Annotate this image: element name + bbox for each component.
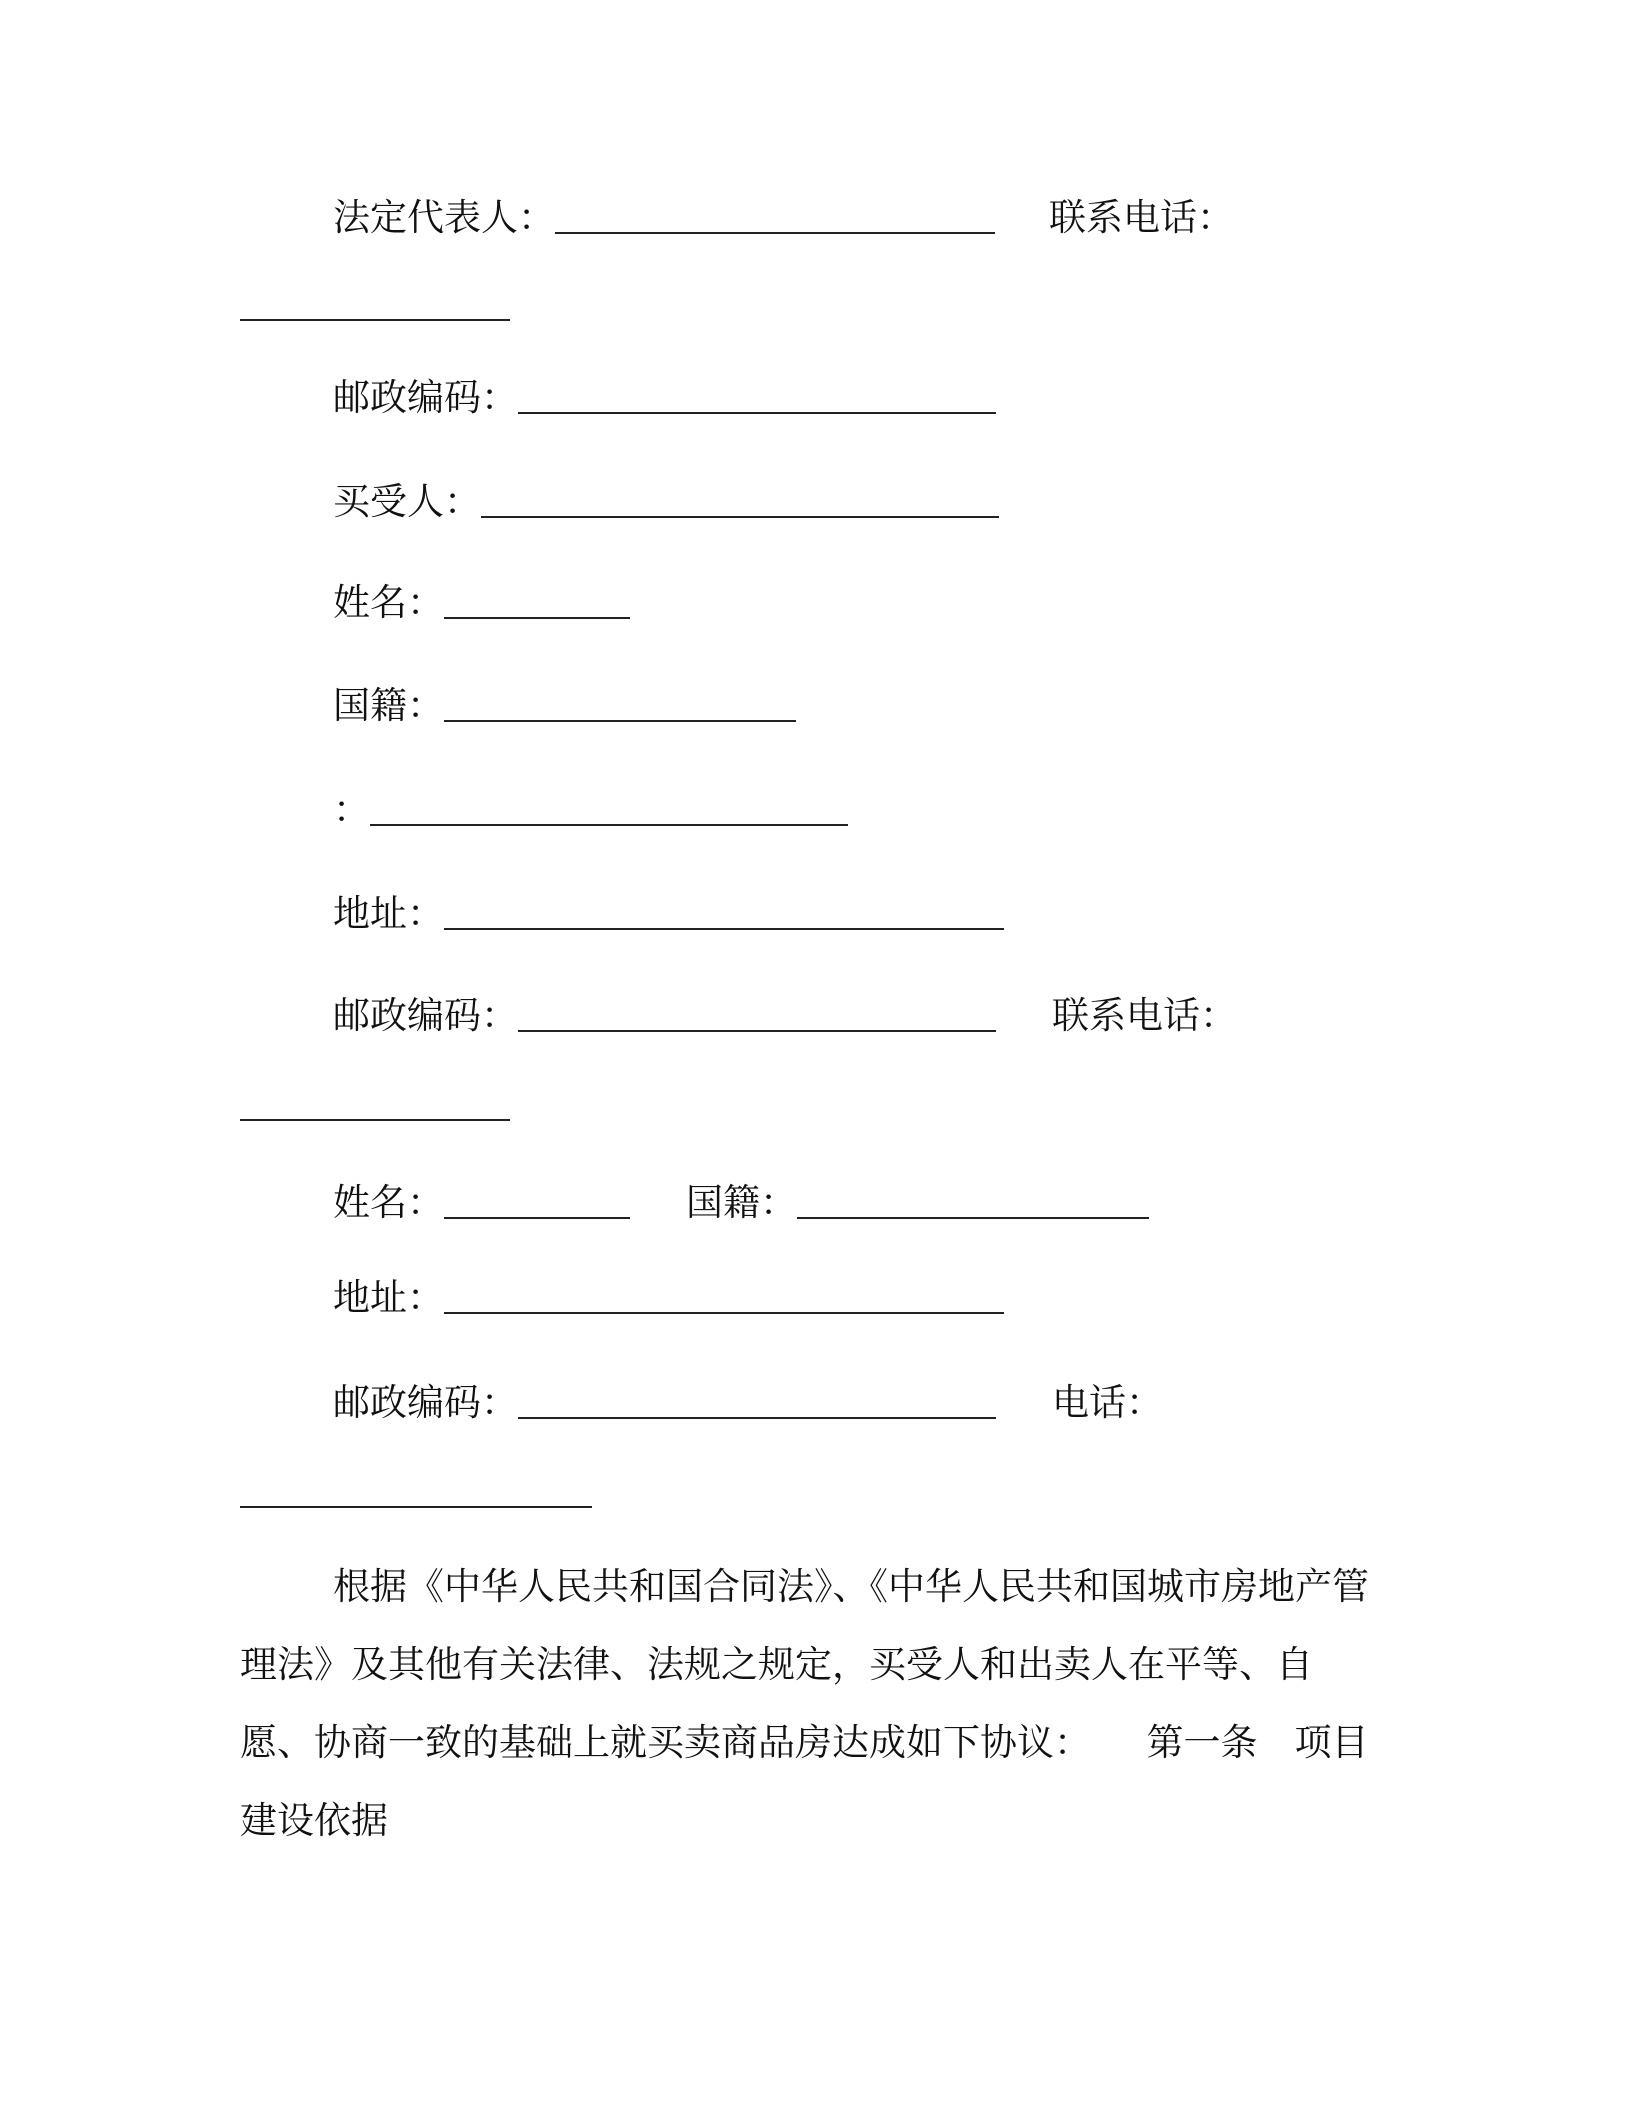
nationality-label-2: 国籍：: [686, 1181, 797, 1224]
address-label-2: 地址：: [333, 1276, 444, 1319]
postal-code-row: [333, 376, 996, 420]
contact-phone-blank-row: [240, 283, 510, 327]
contact-phone-blank-2[interactable]: [240, 1119, 510, 1121]
name-label: 姓名：: [333, 581, 444, 624]
postal-code-label: 邮政编码：: [333, 376, 518, 419]
name-blank[interactable]: [444, 617, 630, 619]
address-row: [333, 892, 1004, 936]
postal-code-label-2: 邮政编码：: [333, 994, 518, 1037]
legal-rep-label: 法定代表人：: [333, 196, 555, 239]
address-blank[interactable]: [444, 928, 1004, 930]
nationality-blank-2[interactable]: [797, 1217, 1149, 1219]
address-blank-2[interactable]: [444, 1312, 1004, 1314]
unlabeled-colon: ：: [333, 788, 370, 831]
contact-phone-label-2: 联系电话：: [1052, 994, 1237, 1037]
legal-rep-row: [333, 196, 1234, 240]
postal-code-blank[interactable]: [518, 412, 996, 414]
address-label: 地址：: [333, 892, 444, 935]
nationality-blank[interactable]: [444, 720, 796, 722]
postal-phone-row-2: [333, 1381, 1163, 1425]
postal-phone-row: [333, 994, 1237, 1038]
unlabeled-row: [333, 788, 848, 832]
nationality-label: 国籍：: [333, 684, 444, 727]
postal-code-blank-3[interactable]: [518, 1417, 996, 1419]
name-nationality-row: [333, 1181, 1149, 1225]
address-row-2: [333, 1276, 1004, 1320]
name-row: [333, 581, 630, 625]
phone-label: 电话：: [1052, 1381, 1163, 1424]
buyer-blank[interactable]: [481, 516, 999, 518]
phone-blank[interactable]: [240, 1506, 592, 1508]
postal-code-blank-2[interactable]: [518, 1030, 996, 1032]
name-blank-2[interactable]: [444, 1217, 630, 1219]
contact-phone-blank-row-2: [240, 1083, 510, 1127]
contact-phone-blank[interactable]: [240, 319, 510, 321]
nationality-row: [333, 684, 796, 728]
buyer-row: [333, 480, 999, 524]
contact-phone-label: 联系电话：: [1049, 196, 1234, 239]
postal-code-label-3: 邮政编码：: [333, 1381, 518, 1424]
buyer-label: 买受人：: [333, 480, 481, 523]
phone-blank-row: [240, 1470, 592, 1514]
legal-rep-blank[interactable]: [555, 232, 995, 234]
unlabeled-blank[interactable]: [370, 824, 848, 826]
agreement-paragraph: 根据《中华人民共和国合同法》、《中华人民共和国城市房地产管理法》及其他有关法律、法规之规定，买受人和出卖人在平等、自愿、协商一致的基础上就买卖商品房达成如下协议： 第一条 项目建设依据: [240, 1565, 1369, 1842]
name-label-2: 姓名：: [333, 1181, 444, 1224]
